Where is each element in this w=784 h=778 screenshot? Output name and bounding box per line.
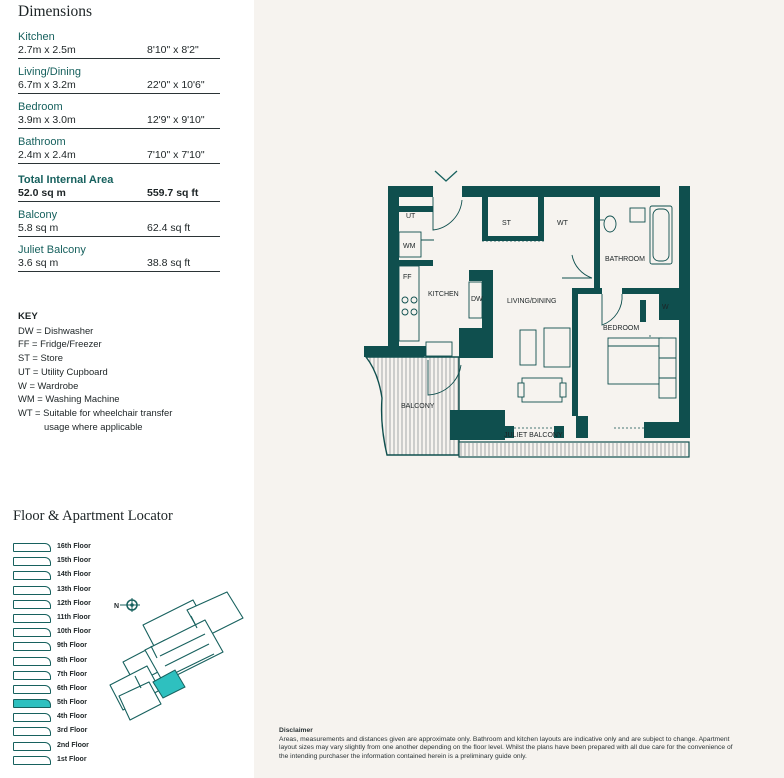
label-living-dining: LIVING/DINING — [507, 298, 557, 305]
room-metric: 5.8 sq m — [18, 222, 59, 234]
label-st: ST — [502, 220, 511, 227]
room-metric: 6.7m x 3.2m — [18, 79, 76, 91]
room-metric: 3.6 sq m — [18, 257, 59, 269]
room-row-kitchen — [18, 30, 220, 59]
floor-bar — [13, 557, 51, 566]
disclaimer — [279, 727, 739, 761]
building-footprint — [110, 592, 243, 720]
floor-label: 7th Floor — [57, 670, 87, 678]
locator-title: Floor & Apartment Locator — [13, 508, 173, 524]
disclaimer-title: Disclaimer — [279, 727, 313, 734]
floor-label: 12th Floor — [57, 599, 91, 607]
info-panel — [0, 0, 254, 778]
room-row-balcony — [18, 208, 220, 237]
room-row-living-dining — [18, 65, 220, 94]
room-imperial: 22'0" x 10'6" — [147, 79, 205, 91]
key-title: KEY — [18, 311, 38, 322]
key-item: FF = Fridge/Freezer — [18, 338, 102, 350]
floor-label: 14th Floor — [57, 571, 91, 579]
room-metric: 2.7m x 2.5m — [18, 44, 76, 56]
key-legend — [18, 310, 238, 433]
room-row-bedroom — [18, 100, 220, 129]
floor-bar — [13, 657, 51, 666]
label-juliet-balcony: JULIET BALCONY — [504, 432, 563, 439]
floor-label: 1st Floor — [57, 755, 87, 763]
room-imperial: 7'10" x 7'10" — [147, 149, 205, 161]
label-kitchen: KITCHEN — [428, 291, 459, 298]
label-wardrobe: W — [662, 304, 669, 311]
room-row-bathroom — [18, 135, 220, 164]
room-name: Balcony — [18, 209, 58, 221]
label-wt: WT — [557, 220, 568, 227]
total-internal-area-row — [18, 171, 220, 202]
floor-plan — [254, 160, 704, 465]
label-bathroom: BATHROOM — [605, 256, 645, 263]
floor-bar — [13, 571, 51, 580]
floor-bar — [13, 685, 51, 694]
floor-label: 2nd Floor — [57, 741, 89, 749]
key-item: W = Wardrobe — [18, 379, 79, 391]
room-name: Kitchen — [18, 31, 55, 43]
room-name: Living/Dining — [18, 66, 81, 78]
compass-icon — [114, 598, 140, 612]
dimensions-title: Dimensions — [18, 3, 93, 20]
floor-label: 9th Floor — [57, 642, 87, 650]
floor-item[interactable] — [13, 541, 133, 555]
total-area-label: Total Internal Area — [18, 174, 114, 186]
disclaimer-text: Areas, measurements and distances given are approximate only. Bathroom and kitchen layouts are indicative only and are subject to change. Apartment layout sizes may vary slightly from one another depending on the floor level. Whilst the plans have been prepared with all due care for the convenience of the intending purchaser the information contained herein is a preliminary guide only. — [279, 735, 733, 760]
label-dw: DW — [471, 296, 483, 303]
label-bedroom: BEDROOM — [603, 325, 640, 332]
total-area-imperial: 559.7 sq ft — [147, 187, 199, 199]
room-name: Bathroom — [18, 136, 66, 148]
floor-bar — [13, 756, 51, 765]
floor-label: 4th Floor — [57, 713, 87, 721]
entrance-arrow-icon — [435, 171, 457, 181]
total-area-metric: 52.0 sq m — [18, 187, 66, 199]
key-item: DW = Dishwasher — [18, 324, 94, 336]
floor-label: 10th Floor — [57, 628, 91, 636]
apartment-highlight — [153, 670, 185, 698]
floor-bar-highlighted — [13, 699, 51, 708]
floor-bar — [13, 713, 51, 722]
floor-bar — [13, 586, 51, 595]
room-imperial: 12'9" x 9'10" — [147, 114, 205, 126]
room-name: Juliet Balcony — [18, 244, 86, 256]
floor-bar — [13, 727, 51, 736]
floor-bar — [13, 600, 51, 609]
floor-bar — [13, 671, 51, 680]
living-furniture — [518, 328, 570, 402]
floor-item[interactable] — [13, 569, 133, 583]
room-imperial: 38.8 sq ft — [147, 257, 191, 269]
room-imperial: 8'10" x 8'2" — [147, 44, 199, 56]
floor-item[interactable] — [13, 555, 133, 569]
floor-bar — [13, 614, 51, 623]
floor-bar — [13, 642, 51, 651]
key-item: WT = Suitable for wheelchair transfer — [18, 406, 173, 418]
key-item: WM = Washing Machine — [18, 393, 120, 405]
key-item: ST = Store — [18, 352, 63, 364]
label-ut: UT — [406, 213, 416, 220]
room-metric: 3.9m x 3.0m — [18, 114, 76, 126]
compass-north-label: N — [114, 603, 120, 610]
floor-label: 16th Floor — [57, 543, 91, 550]
floor-bar — [13, 742, 51, 751]
room-imperial: 62.4 sq ft — [147, 222, 191, 234]
building-locator-map — [105, 590, 250, 725]
label-balcony: BALCONY — [401, 403, 435, 410]
floor-item[interactable] — [13, 725, 133, 739]
key-item-continuation: usage where applicable — [44, 420, 143, 432]
room-name: Bedroom — [18, 101, 63, 113]
floor-label: 13th Floor — [57, 585, 91, 593]
room-metric: 2.4m x 2.4m — [18, 149, 76, 161]
dimensions-table — [18, 30, 220, 278]
juliet-balcony-strip — [459, 442, 689, 457]
floor-label: 6th Floor — [57, 684, 87, 692]
floor-item[interactable] — [13, 754, 133, 768]
label-wm: WM — [403, 243, 416, 250]
room-row-juliet-balcony — [18, 243, 220, 272]
key-item: UT = Utility Cupboard — [18, 365, 108, 377]
floor-bar — [13, 628, 51, 637]
floor-item[interactable] — [13, 740, 133, 754]
floor-label: 11th Floor — [57, 613, 91, 621]
floor-label: 3rd Floor — [57, 727, 88, 735]
label-ff: FF — [403, 274, 412, 281]
floor-bar — [13, 543, 51, 552]
floor-label: 5th Floor — [57, 699, 87, 707]
floor-label: 8th Floor — [57, 656, 87, 664]
floor-label: 15th Floor — [57, 557, 91, 565]
